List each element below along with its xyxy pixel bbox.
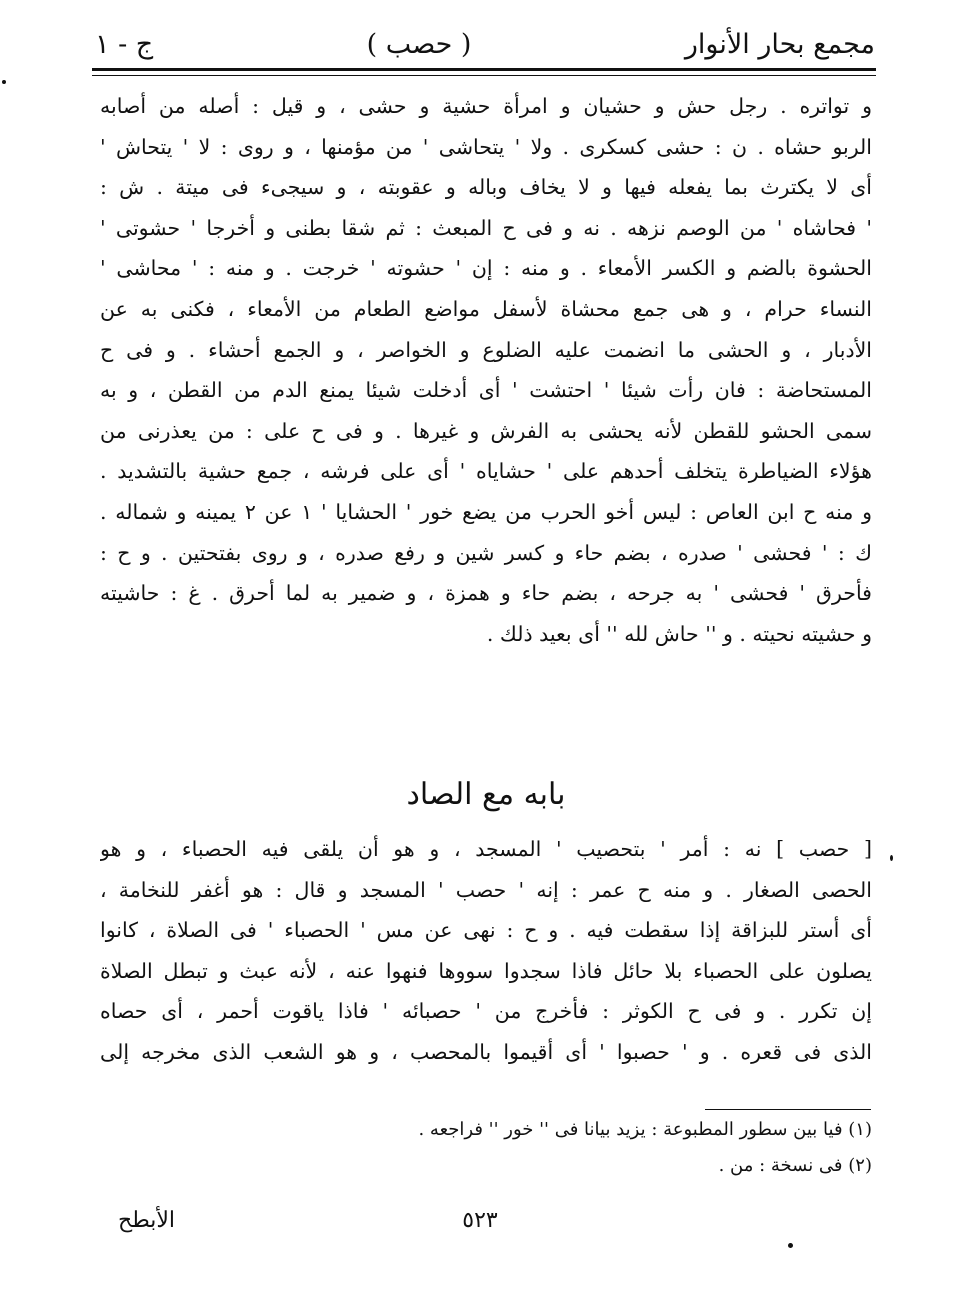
text-line: [ حصب ] نه : أمر ' بتحصيب ' المسجد ، و هو أن يلقى فيه الحصباء ، و هو: [100, 837, 872, 861]
text-line: يصلون على الحصباء بلا حائل فاذا سجدوا سووها فنهوا عنه ، لأنه عبث و تبطل الصلاة: [100, 958, 872, 983]
text-line: النساء حرام ، و هى جمع محشاة لأسفل مواضع الطعام من الأمعاء ، فكنى به عن: [100, 296, 872, 321]
scan-speck: [2, 80, 6, 84]
text-line: الربو حشاه . ن : حشى كسكرى . ولا ' يتحاشى ' من مؤمنها ، و روى : لا ' يتحاش ': [100, 134, 872, 159]
page-number: ٥٢٣: [462, 1208, 498, 1233]
text-line: المستحاضة : فان رأت شيئا ' احتشت ' أى أدخلت شيئا يمنع الدم من القطن ، و به: [100, 378, 872, 403]
text-line: سمى الحشو للقطن لأنه يحشى به الفرش و غيرها . و فى ح على : من يعذرنى من: [100, 418, 872, 443]
paragraph-hasha: [100, 86, 872, 654]
header-rule: [92, 68, 876, 71]
text-line: إن تكرر . و فى ح الكوثر : فأخرج من ' حصبائه ' فاذا ياقوت أحمر ، أى حصاه: [100, 999, 872, 1024]
catchword: الأبطح: [118, 1208, 176, 1233]
text-line: ك : ' فحشى ' صدره ، بضم حاء و كسر شين و رفع صدره ، و روى بفتحتين . و ح :: [100, 540, 872, 565]
text-line: هؤلاء الضياطرة يتخلف أحدهم على ' حشاياه ' أى على فرشه ، جمع حشية بالتشديد .: [100, 459, 872, 484]
section-title: بابه مع الصاد: [406, 777, 566, 812]
text-line: الذى فى قعره . و ' حصبوا ' أى أقيموا بالمحصب ، و هو الشعب الذى مخرجه إلى: [100, 1039, 872, 1064]
volume-number: ج - ١: [95, 28, 154, 60]
text-line: فأحرق ' فحشى ' به جرحه ، بضم حاء و همزة ، و ضمير به لما أحرق . غ : حاشيته: [100, 581, 872, 606]
text-line: و حشيته نحيته . و '' حاش لله '' أى بعيد ذلك .: [486, 621, 872, 646]
entry-word: ( حصب ): [366, 28, 472, 60]
header-rule-thin: [92, 75, 876, 76]
text-line: أى أستر للبزاقة إذا سقطت فيه . و ح : نهى عن مس ' الحصباء ' فى الصلاة ، كانوا: [100, 918, 872, 943]
footnote: (٢) فى نسخة : من .: [718, 1155, 872, 1176]
text-line: ' فحاشاه ' من الوصم نزهه . نه و فى ح المبعث : ثم شقا بطنى و أخرجا ' حشوتى ': [100, 215, 872, 240]
scan-speck: [890, 855, 893, 861]
paragraph-hasab: [100, 829, 872, 1073]
footnote-rule: [705, 1109, 871, 1110]
text-line: أى لا يكترث بما يفعله فيها و لا يخاف وباله و عقوبته ، و سيجىء فى ميتة . ش :: [100, 175, 872, 200]
scan-speck: [788, 1243, 793, 1248]
book-title: مجمع بحار الأنوار: [684, 28, 875, 60]
text-line: و منه ح ابن العاص : ليس أخو الحرب من يضع خور ' الحشايا ' ١ عن ٢ يمينه و شماله .: [100, 499, 872, 524]
text-line: الحشوة بالضم و الكسر الأمعاء . و منه : إن ' حشوته ' خرجت . و منه : ' محاشى ': [100, 256, 872, 281]
footnote: (١) فيا بين سطور المطبوعة : يزيد بيانا فى '' خور '' فراجعه .: [418, 1119, 872, 1140]
text-line: الأدبار ، و الحشى ما انضمت عليه الضلوع و الخواصر ، و الجمع أحشاء . و فى ح: [100, 337, 872, 362]
footnotes: [100, 1112, 872, 1184]
running-header: [95, 22, 875, 66]
text-line: و تواتره . رجل حش و حشيان و امرأة حشية و حشى ، و قيل : أصله من أصابه: [100, 94, 872, 118]
text-line: الحصى الصغار . و منه ح عمر : إنه ' حصب ' المسجد و قال : هو أغفر للنخامة ،: [100, 877, 872, 902]
